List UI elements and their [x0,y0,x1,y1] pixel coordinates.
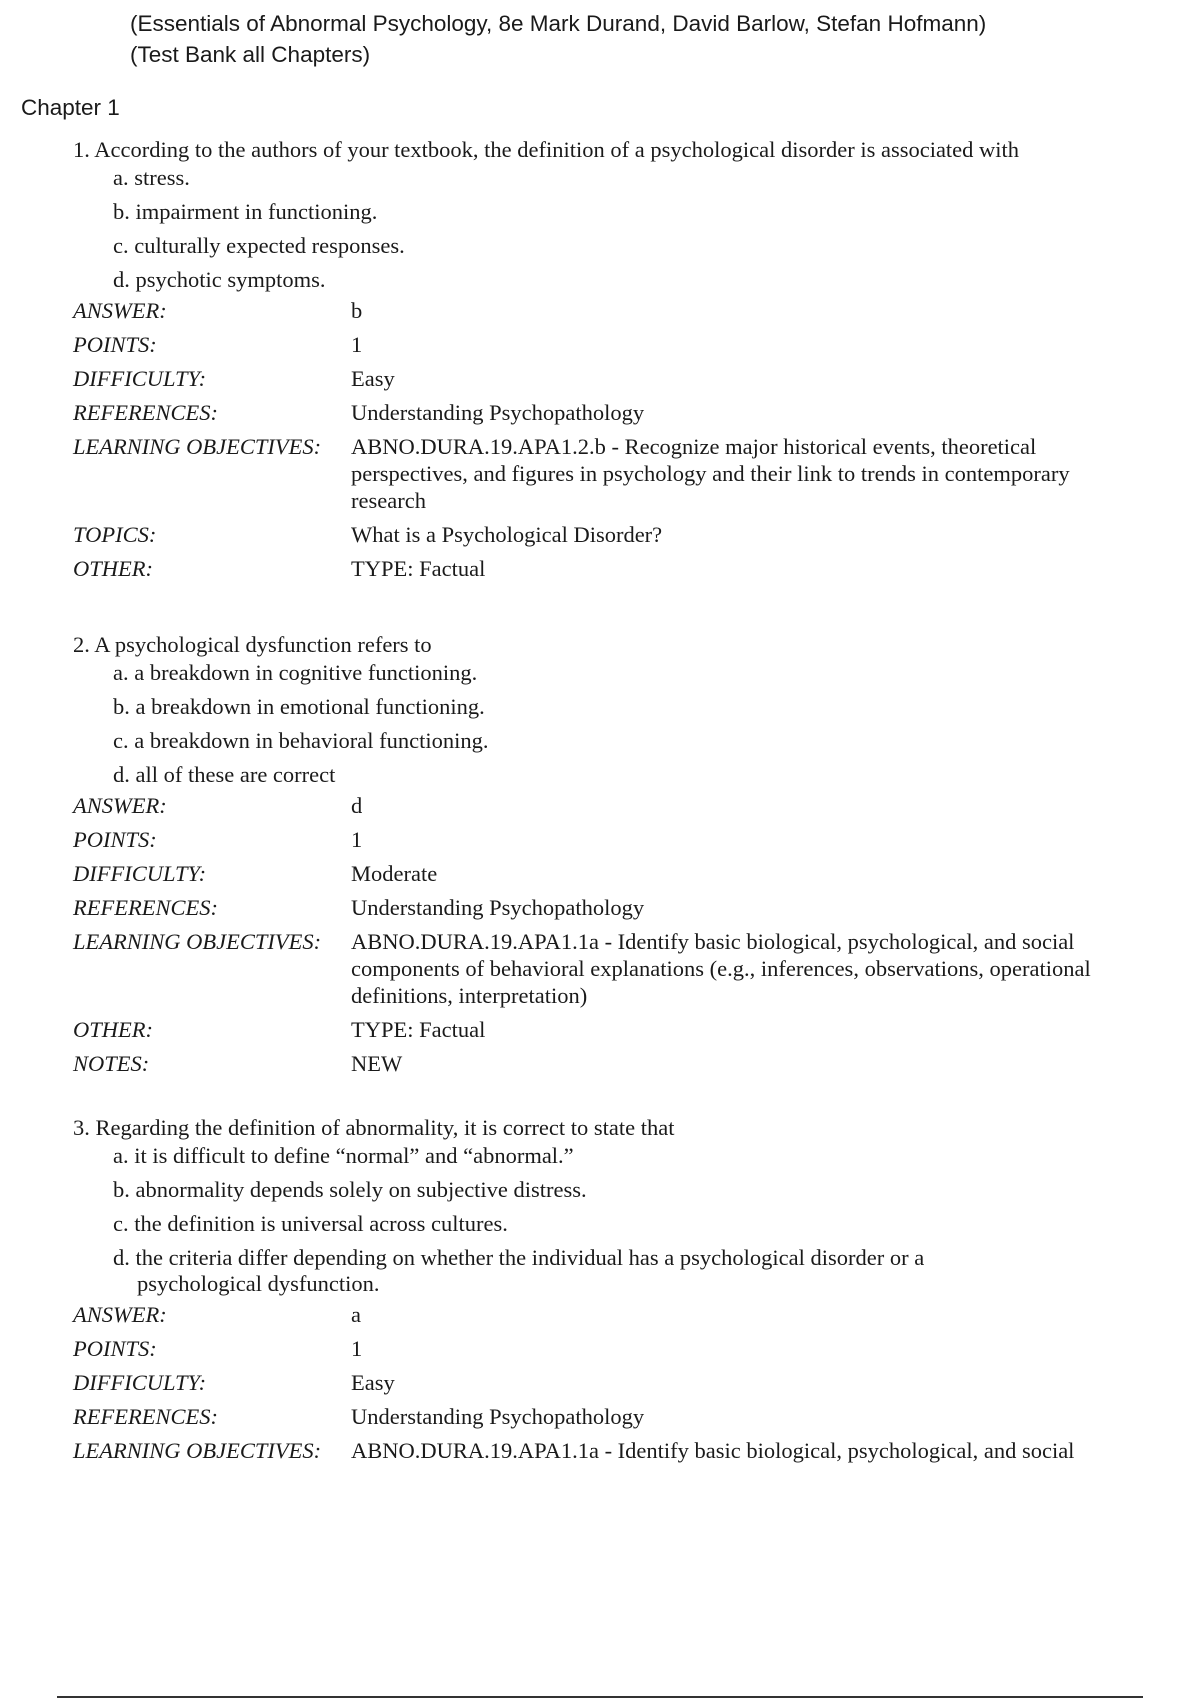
references-label: REFERENCES: [73,400,218,425]
topics-value: What is a Psychological Disorder? [351,522,663,547]
question-stem: 3. Regarding the definition of abnormality, it is correct to state that [73,1115,675,1140]
option-d: d. all of these are correct [113,762,336,787]
option-d: d. the criteria differ depending on whether the individual has a psychological disorder or a psychological dysfunction. [113,1245,925,1296]
learning-objectives-label: LEARNING OBJECTIVES: [73,1438,322,1463]
header-title: (Essentials of Abnormal Psychology, 8e Mark Durand, David Barlow, Stefan Hofmann) [130,11,987,36]
points-value: 1 [351,332,363,357]
option-a: a. stress. [113,165,190,190]
points-label: POINTS: [73,827,157,852]
learning-objectives-value: ABNO.DURA.19.APA1.1a - Identify basic biological, psychological, and social components of behavioral explanations (e.g., inferences, observations, operational definitions, interpretation) [351,929,1091,1008]
difficulty-label: DIFFICULTY: [73,366,207,391]
answer-value: b [351,298,363,323]
question-2 [73,630,1173,1077]
learning-objectives-label: LEARNING OBJECTIVES: [73,434,322,459]
notes-value: NEW [351,1051,403,1076]
question-metadata [73,792,1173,1077]
question-stem: 2. A psychological dysfunction refers to [73,632,432,657]
option-b: b. a breakdown in emotional functioning. [113,694,485,719]
difficulty-value: Moderate [351,861,438,886]
question-metadata [73,297,1173,582]
answer-options [73,660,1173,788]
option-c: c. culturally expected responses. [113,233,405,258]
question-3 [73,1113,1173,1464]
question-stem: 1. According to the authors of your textbook, the definition of a psychological disorder is associated with [73,137,1020,162]
difficulty-value: Easy [351,1370,395,1395]
option-d: d. psychotic symptoms. [113,267,326,292]
answer-value: a [351,1302,361,1327]
option-c: c. a breakdown in behavioral functioning. [113,728,489,753]
answer-label: ANSWER: [73,298,167,323]
points-label: POINTS: [73,332,157,357]
chapter-heading: Chapter 1 [21,95,120,120]
other-value: TYPE: Factual [351,556,486,581]
option-c: c. the definition is universal across cultures. [113,1211,508,1236]
footer-divider [57,1696,1143,1698]
other-label: OTHER: [73,556,153,581]
points-value: 1 [351,1336,363,1361]
document-header [130,8,986,70]
difficulty-label: DIFFICULTY: [73,861,207,886]
question-metadata [73,1301,1173,1464]
points-value: 1 [351,827,363,852]
learning-objectives-label: LEARNING OBJECTIVES: [73,929,322,954]
references-value: Understanding Psychopathology [351,1404,645,1429]
learning-objectives-value: ABNO.DURA.19.APA1.2.b - Recognize major historical events, theoretical perspectives, and figures in psychology and their link to trends in contemporary research [351,434,1070,513]
option-a: a. a breakdown in cognitive functioning. [113,660,478,685]
answer-options [73,1143,1173,1297]
answer-label: ANSWER: [73,793,167,818]
answer-options [73,165,1173,293]
references-value: Understanding Psychopathology [351,895,645,920]
question-1 [73,135,1173,582]
answer-value: d [351,793,363,818]
difficulty-label: DIFFICULTY: [73,1370,207,1395]
other-value: TYPE: Factual [351,1017,486,1042]
notes-label: NOTES: [73,1051,150,1076]
references-value: Understanding Psychopathology [351,400,645,425]
other-label: OTHER: [73,1017,153,1042]
header-subtitle: (Test Bank all Chapters) [130,42,371,67]
topics-label: TOPICS: [73,522,157,547]
references-label: REFERENCES: [73,895,218,920]
option-a: a. it is difficult to define “normal” and “abnormal.” [113,1143,574,1168]
references-label: REFERENCES: [73,1404,218,1429]
difficulty-value: Easy [351,366,395,391]
option-b: b. impairment in functioning. [113,199,378,224]
points-label: POINTS: [73,1336,157,1361]
learning-objectives-value: ABNO.DURA.19.APA1.1a - Identify basic biological, psychological, and social [351,1438,1075,1463]
option-b: b. abnormality depends solely on subjective distress. [113,1177,587,1202]
answer-label: ANSWER: [73,1302,167,1327]
